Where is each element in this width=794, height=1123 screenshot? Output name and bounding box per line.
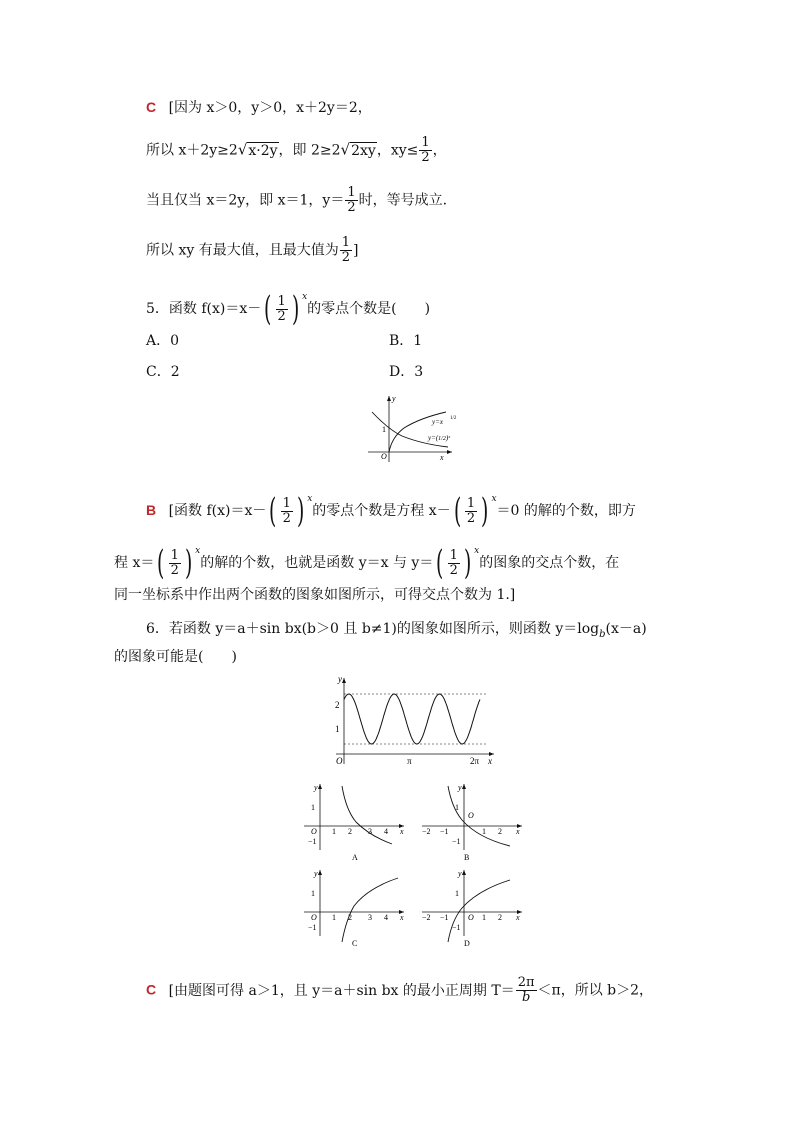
fraction-2pi-over-b: $\frac{2\pi}{b}$ bbox=[517, 975, 535, 1005]
svg-text:O: O bbox=[468, 811, 474, 820]
q5-answer-line3: 同一坐标系中作出两个函数的图象如图所示，可得交点个数为 1.] bbox=[114, 587, 516, 603]
svg-text:2π: 2π bbox=[470, 756, 480, 766]
svg-text:O: O bbox=[311, 913, 317, 922]
svg-text:2: 2 bbox=[498, 827, 502, 836]
svg-text:−1: −1 bbox=[308, 837, 317, 846]
svg-text:−1: −1 bbox=[440, 827, 449, 836]
svg-text:O: O bbox=[336, 756, 343, 766]
curve-sqrt-label: y=x bbox=[432, 418, 443, 426]
q6-stem-line2: 的图象可能是( ) bbox=[114, 649, 237, 665]
choice-graph-a[interactable] bbox=[300, 780, 410, 864]
q6-answer-line: C [由题图可得 a＞1，且 y＝a＋sin bx 的最小正周期 T＝ $\frac{2\pi}{b}$ ＜π，所以 b＞2， bbox=[146, 975, 654, 1005]
svg-text:y: y bbox=[458, 869, 462, 878]
svg-text:−2: −2 bbox=[422, 913, 431, 922]
svg-text:π: π bbox=[407, 756, 412, 766]
svg-text:4: 4 bbox=[384, 827, 388, 836]
svg-text:O: O bbox=[311, 827, 317, 836]
svg-text:y: y bbox=[314, 783, 318, 792]
answer-letter: C bbox=[146, 99, 157, 115]
curve-sqrt-exponent: 1/2 bbox=[450, 416, 457, 421]
q5-answer-line1: B [函数 f(x)＝x－( $\frac{1}{2}$ ) $^x$的零点个数是方程 x－( $\frac{1}{2}$ ) $^x$＝0 的解的个数，即方 bbox=[146, 491, 636, 531]
svg-text:1: 1 bbox=[482, 827, 486, 836]
choice-label-a: A bbox=[352, 853, 358, 862]
q5-function-graph bbox=[362, 392, 472, 466]
svg-text:3: 3 bbox=[368, 827, 372, 836]
choice-label-b: B bbox=[464, 853, 470, 862]
q5-option-b[interactable]: B．1 bbox=[389, 333, 423, 349]
svg-text:−2: −2 bbox=[422, 827, 431, 836]
svg-text:y: y bbox=[338, 674, 342, 684]
choice-graph-d[interactable] bbox=[418, 866, 528, 950]
svg-text:x: x bbox=[488, 756, 492, 766]
svg-text:x: x bbox=[400, 827, 404, 836]
q6-stem-line1: 6．若函数 y＝a＋sin bx(b＞0 且 b≠1)的图象如图所示，则函数 $y=\log_b(x-a)$ bbox=[146, 621, 647, 640]
svg-text:2: 2 bbox=[335, 700, 340, 710]
svg-text:1: 1 bbox=[311, 803, 315, 812]
svg-text:x: x bbox=[516, 827, 520, 836]
svg-text:2: 2 bbox=[348, 913, 352, 922]
svg-text:1: 1 bbox=[335, 724, 340, 734]
q4-answer-line3: 当且仅当 x＝2y，即 x＝1，y＝ $\frac{1}{2}$ 时，等号成立. bbox=[146, 185, 448, 215]
q5-option-c[interactable]: C．2 bbox=[146, 364, 180, 380]
y-axis-label: y bbox=[392, 394, 396, 403]
choice-graph-b[interactable] bbox=[418, 780, 528, 864]
svg-text:1: 1 bbox=[482, 913, 486, 922]
svg-text:x: x bbox=[400, 913, 404, 922]
svg-text:y: y bbox=[314, 869, 318, 878]
svg-text:−1: −1 bbox=[452, 837, 461, 846]
choice-label-d: D bbox=[464, 939, 470, 948]
origin-label: O bbox=[381, 452, 387, 461]
svg-text:y: y bbox=[458, 783, 462, 792]
svg-text:x: x bbox=[516, 913, 520, 922]
fraction-half: $\frac{1}{2}$ bbox=[421, 135, 430, 165]
choice-label-c: C bbox=[352, 939, 358, 948]
q4-answer-line2: 所以 x＋2y≥2√x·2y，即 2≥2√2xy，xy≤ $\frac{1}{2}$ ， bbox=[146, 135, 447, 165]
q5-stem: 5．函数 f(x)＝x－( $\frac{1}{2}$ ) $^x$的零点个数是( ) bbox=[146, 289, 431, 329]
svg-text:2: 2 bbox=[348, 827, 352, 836]
svg-text:3: 3 bbox=[368, 913, 372, 922]
svg-text:O: O bbox=[468, 913, 474, 922]
tick-1: 1 bbox=[382, 425, 386, 434]
svg-text:1: 1 bbox=[332, 827, 336, 836]
svg-text:−1: −1 bbox=[440, 913, 449, 922]
svg-text:1: 1 bbox=[332, 913, 336, 922]
sine-curve bbox=[344, 694, 480, 744]
svg-text:1: 1 bbox=[455, 803, 459, 812]
svg-text:−1: −1 bbox=[452, 923, 461, 932]
q4-answer-line1: C [因为 x＞0，y＞0，x＋2y＝2， bbox=[146, 99, 372, 116]
answer-letter: C bbox=[146, 981, 157, 998]
svg-text:4: 4 bbox=[384, 913, 388, 922]
svg-text:1: 1 bbox=[455, 889, 459, 898]
choice-graph-c[interactable] bbox=[300, 866, 410, 950]
q6-sine-graph bbox=[330, 672, 500, 768]
curve-exp-label: y=(1/2)ˣ bbox=[428, 434, 451, 442]
q5-answer-line2: 程 x＝( $\frac{1}{2}$ ) $^x$的解的个数，也就是函数 y＝x 与 y＝( $\frac{1}{2}$ ) $^x$的图象的交点个数，在 bbox=[114, 543, 620, 583]
q4-answer-line4: 所以 xy 有最大值，且最大值为 $\frac{1}{2}$ ] bbox=[146, 235, 359, 265]
svg-text:1: 1 bbox=[311, 889, 315, 898]
svg-text:−1: −1 bbox=[308, 923, 317, 932]
answer-letter: B bbox=[146, 502, 157, 518]
svg-text:2: 2 bbox=[498, 913, 502, 922]
x-axis-label: x bbox=[440, 453, 444, 462]
q5-option-a[interactable]: A．0 bbox=[146, 333, 180, 349]
q5-option-d[interactable]: D．3 bbox=[389, 364, 424, 380]
